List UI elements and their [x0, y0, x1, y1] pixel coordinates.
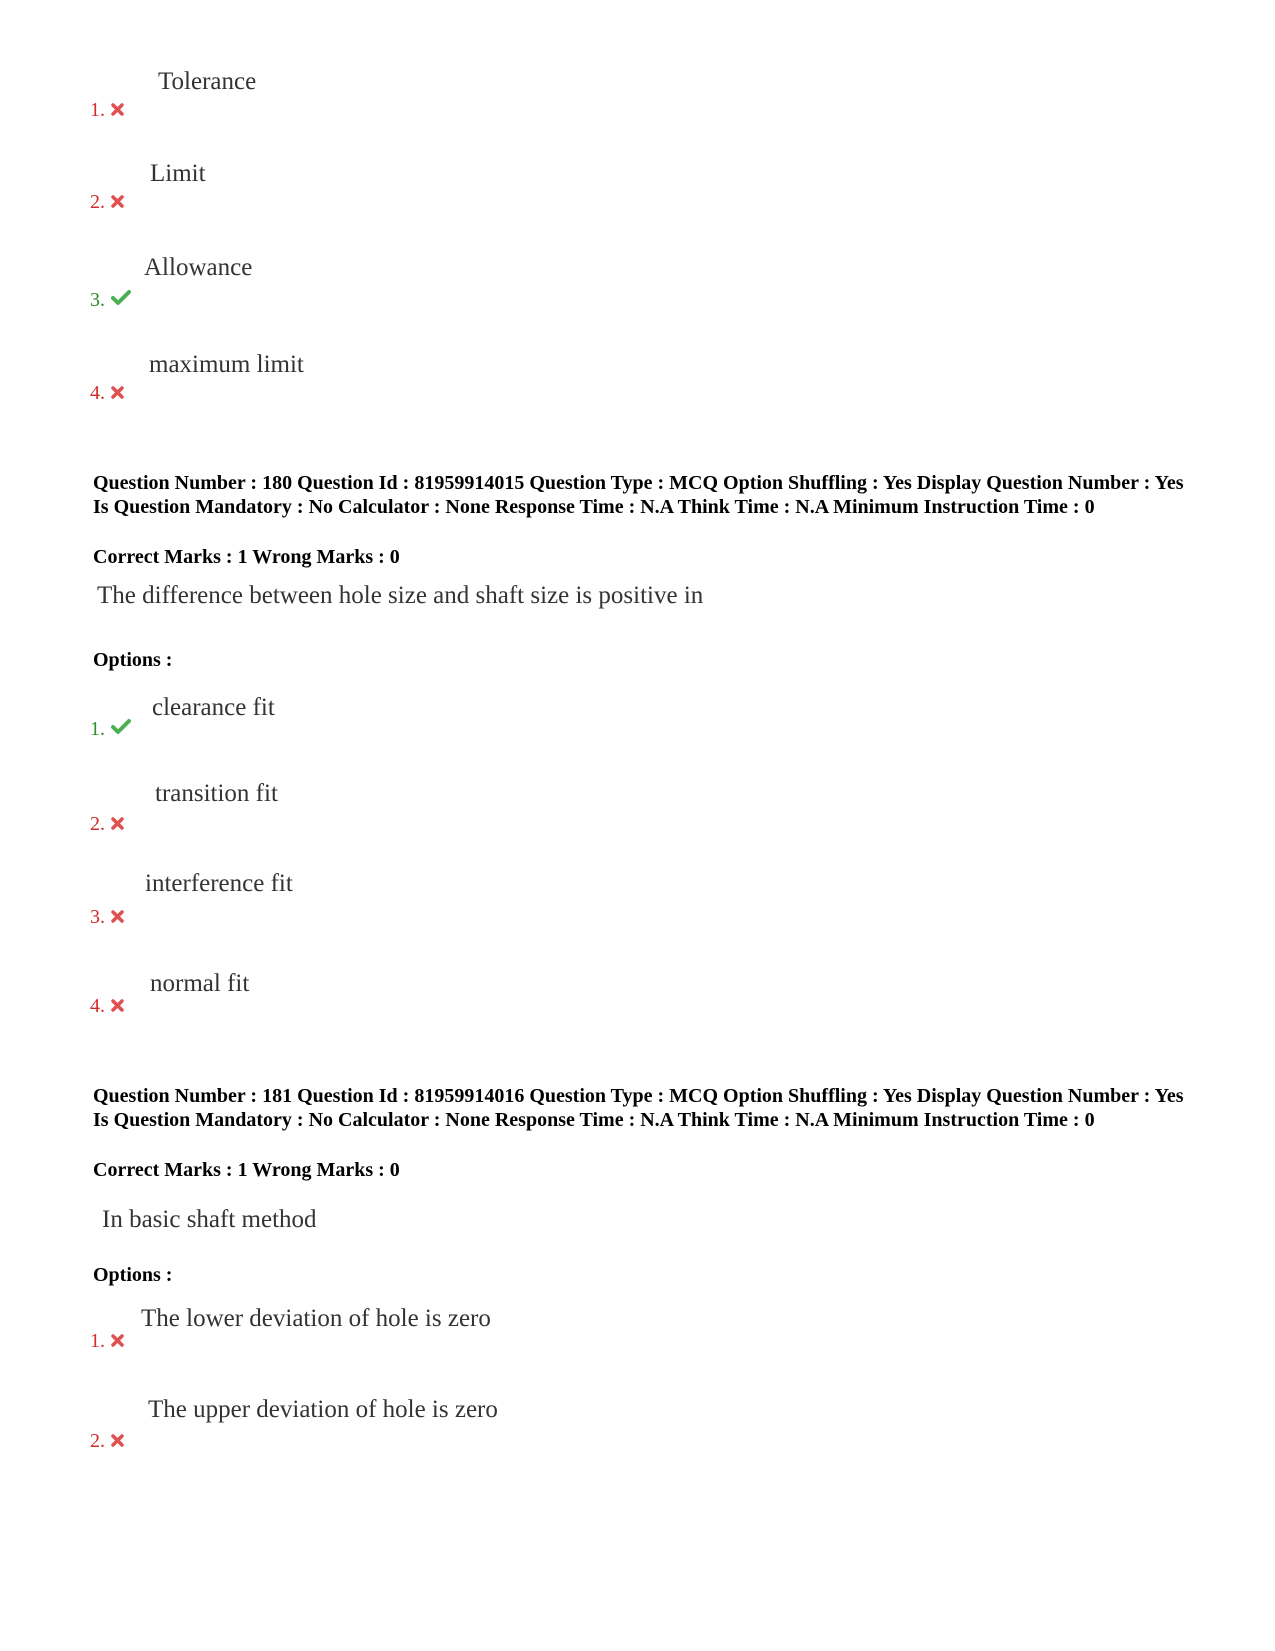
option-number: 1. [90, 1330, 124, 1353]
options-label: Options : [93, 1264, 173, 1286]
cross-icon [111, 191, 124, 214]
option-number: 1. [90, 718, 131, 741]
option-number: 4. [90, 382, 124, 405]
question-meta: Question Number : 181 Question Id : 81959914016 Question Type : MCQ Option Shuffling : Yes Display Question Number : Yes Is Question Mandatory : No Calculator : None Response Time : N.A Think Time : N.A Minimum Instruction Time : 0 [93, 1085, 1184, 1131]
option-text: clearance fit [152, 694, 275, 721]
option-text: transition fit [155, 780, 278, 807]
cross-icon [111, 813, 124, 836]
cross-icon [111, 1330, 124, 1353]
option-number: 2. [90, 813, 124, 836]
cross-icon [111, 1430, 124, 1453]
option-text: interference fit [145, 870, 293, 897]
question-meta: Question Number : 180 Question Id : 81959914015 Question Type : MCQ Option Shuffling : Yes Display Question Number : Yes Is Question Mandatory : No Calculator : None Response Time : N.A Think Time : N.A Minimum Instruction Time : 0 [93, 472, 1184, 518]
option-text: Tolerance [158, 68, 257, 95]
check-icon [111, 289, 131, 312]
question-text: In basic shaft method [102, 1206, 317, 1233]
option-number: 2. [90, 1430, 124, 1453]
cross-icon [111, 99, 124, 122]
option-number: 3. [90, 289, 131, 312]
question-marks: Correct Marks : 1 Wrong Marks : 0 [93, 1159, 400, 1181]
cross-icon [111, 906, 124, 929]
check-icon [111, 718, 131, 741]
option-text: maximum limit [149, 351, 304, 378]
option-number: 1. [90, 99, 124, 122]
cross-icon [111, 995, 124, 1018]
option-text: Limit [150, 160, 206, 187]
option-number: 4. [90, 995, 124, 1018]
option-text: The lower deviation of hole is zero [141, 1305, 491, 1332]
question-text: The difference between hole size and shaft size is positive in [97, 582, 704, 609]
option-text: Allowance [144, 254, 253, 281]
question-marks: Correct Marks : 1 Wrong Marks : 0 [93, 546, 400, 568]
option-text: normal fit [150, 970, 250, 997]
option-text: The upper deviation of hole is zero [148, 1396, 498, 1423]
option-number: 3. [90, 906, 124, 929]
cross-icon [111, 382, 124, 405]
options-label: Options : [93, 649, 173, 671]
option-number: 2. [90, 191, 124, 214]
